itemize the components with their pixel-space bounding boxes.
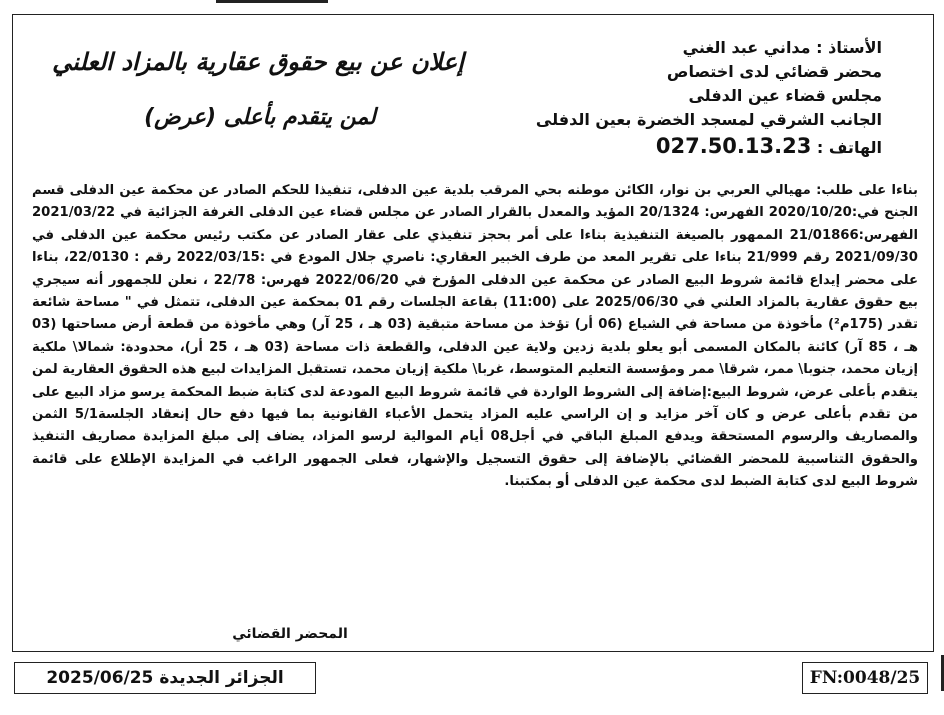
announcement-body-text: بناءا على طلب: مهيالي العربي بن نوار، الكائن موطنه بحي المرقب بلدية عين الدفلى، تنفيذا للحكم الصادر عن محكمة عين الدفلى قسم الجنح في:2020/10/20 الفهرس: 20/1324 المؤيد والمعدل بالقرار الصادر عن مجلس قضاء عين الدفلى الغرفة الجزائية في 2021/03/22 الفهرس:21/01866 الممهور بالصيغة التنفيذية بناءا على أمر بحجز تنفيذي على عقار الصادر عن مكتب رئيس محكمة عين الدفلى في 2021/09/30 رقم 21/999 بناءا على تقرير المعد من طرف الخبير العقاري: ناصري جلال المودع في :2022/03/15 رقم : 22/0130، بناءا على محضر إيداع قائمة شروط البيع الصادر عن محكمة عين الدفلى المؤرخ في 2022/06/20 فهرس: 22/78 ، نعلن للجمهور أنه سيجري بيع حقوق عقارية بالمزاد العلني في 2025/06/30 على (11:00) بقاعة الجلسات رقم 01 بمحكمة عين الدفلى، تتمثل في " مساحة شائعة تقدر (175م²) مأخوذة من مساحة في الشياع (06 أر) تؤخذ من مساحة متبقية (03 هـ ، 25 آر) وهي مأخوذة من قطعة أرض مساحتها (03 هـ ، 85 آر) كائنة بالمكان المسمى أبو يعلو بلدية زدين ولاية عين الدفلى، والقطعة ذات مساحة (03 هـ ، 25 أر)، محدودة: شمالا\ ملكية إزيان محمد، جنوبا\ ممر، شرقا\ ممر ومؤسسة التعليم المتوسط، غربا\ ملكية إزيان محمد، تستقبل المزايدات لبيع هذه الحقوق العقارية لمن يتقدم بأعلى عرض، شروط البيع:إضافة إلى الشروط الواردة في قائمة شروط البيع المودعة لدى كتابة ضبط المحكمة يرسو مزاد البيع على من تقدم بأعلى عرض و كان آخر مزايد و إن الراسي عليه المزاد يتحمل الأعباء القانونية بما فيها دفع حال إنعقاد الجلسة5/1 الثمن والمصاريف والرسوم المستحقة ويدفع المبلغ الباقي في أجل08 أيام الموالية لرسو المزاد، يضاف إلى مبلغ المزايدة مصاريف التنفيذ والحقوق التناسبية للمحضر القضائي بالإضافة إلى حقوق التسجيل والإشهار، فعلى الجمهور الراغب في المزايدة الإطلاع على قائمة شروط البيع لدى كتابة الضبط لدى محكمة عين الدفلى أو بمكتبنا. [32, 183, 919, 490]
phone-number: 027.50.13.23 [655, 134, 812, 158]
top-border-fragment [216, 0, 328, 3]
bailiff-contact-block [522, 36, 882, 160]
newspaper-name: الجزائر الجديدة [159, 668, 284, 688]
reference-box [802, 662, 928, 694]
bailiff-address: الجانب الشرقي لمسجد الخضرة بعين الدفلى [535, 110, 882, 129]
bailiff-court: مجلس قضاء عين الدفلى [688, 86, 882, 105]
announcement-subtitle: لمن يتقدم بأعلى (عرض) [144, 105, 376, 130]
bailiff-name: الأستاذ : مداني عبد الغني [682, 38, 882, 57]
signature-title: المحضر القضائي [232, 626, 348, 642]
newspaper-box [14, 662, 316, 694]
bailiff-role: محضر قضائي لدى اختصاص [666, 62, 882, 81]
announcement-title: إعلان عن بيع حقوق عقارية بالمزاد العلني [52, 48, 464, 76]
reference-number: FN:0048/25 [809, 668, 921, 688]
phone-label: الهاتف : [816, 138, 882, 157]
publication-date: 2025/06/25 [46, 668, 154, 688]
announcement-body [32, 180, 918, 494]
phone-row [522, 134, 882, 160]
